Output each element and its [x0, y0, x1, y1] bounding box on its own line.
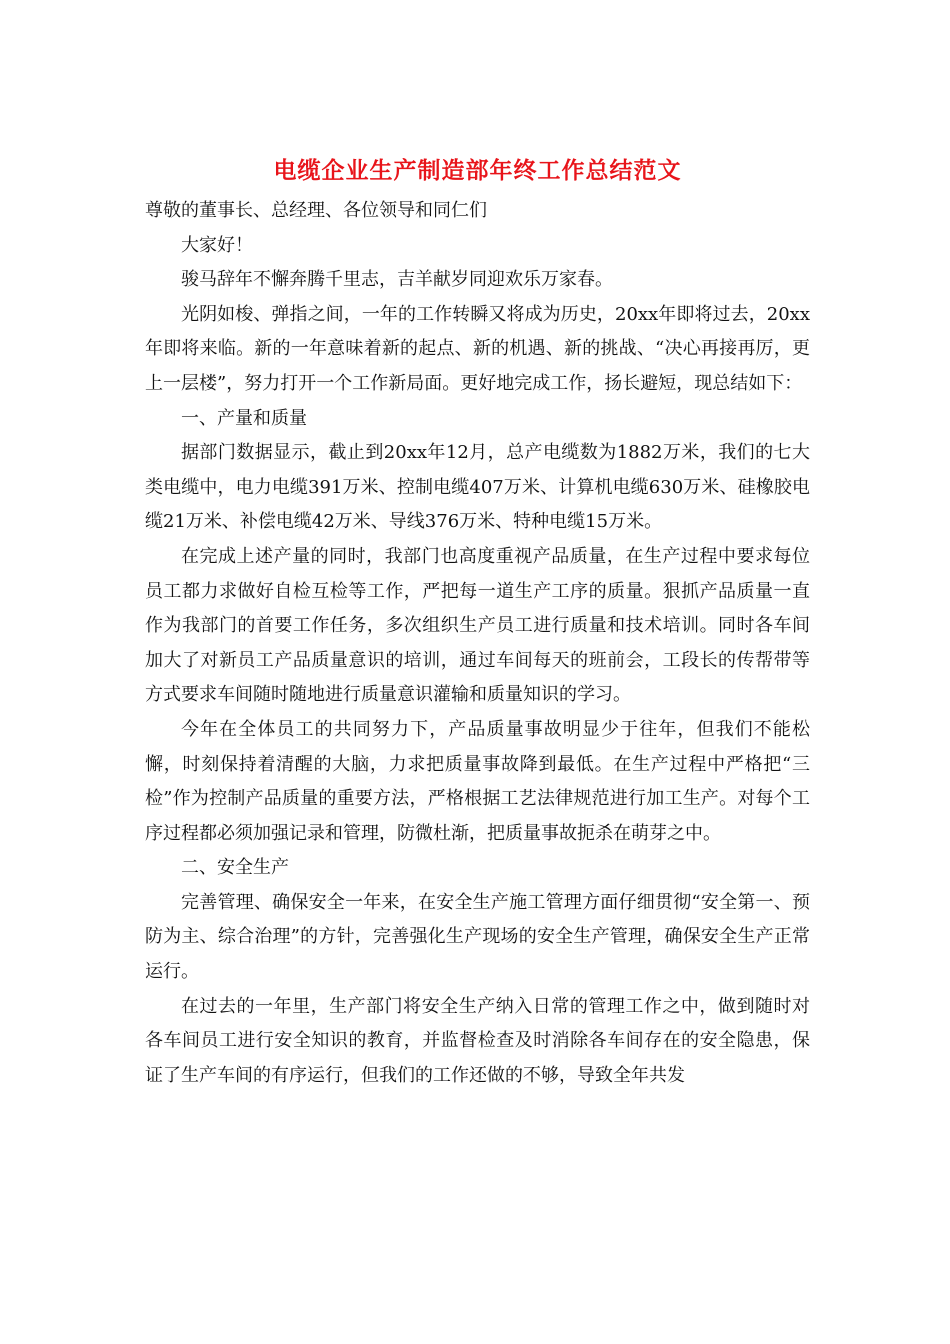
paragraph-intro: 光阴如梭、弹指之间，一年的工作转瞬又将成为历史，20xx年即将过去，20xx年即将来临。新的一年意味着新的起点、新的机遇、新的挑战、“决心再接再厉，更上一层楼”，努力打开一个工作新局面。更好地完成工作，扬长避短，现总结如下： — [145, 303, 810, 394]
paragraph-output-data: 据部门数据显示，截止到20xx年12月，总产电缆数为1882万米，我们的七大类电缆中，电力电缆391万米、控制电缆407万米、计算机电缆630万米、硅橡胶电缆21万米、补偿电缆42万米、导线376万米、特种电缆15万米。 — [145, 442, 810, 533]
paragraph-quality-training: 在完成上述产量的同时，我部门也高度重视产品质量，在生产过程中要求每位员工都力求做好自检互检等工作，严把每一道生产工序的质量。狠抓产品质量一直作为我部门的首要工作任务，多次组织生产员工进行质量和技术培训。同时各车间加大了对新员工产品质量意识的培训，通过车间每天的班前会，工段长的传帮带等方式要求车间随时随地进行质量意识灌输和质量知识的学习。 — [145, 545, 810, 706]
paragraph-safety-review: 在过去的一年里，生产部门将安全生产纳入日常的管理工作之中，做到随时对各车间员工进行安全知识的教育，并监督检查及时消除各车间存在的安全隐患，保证了生产车间的有序运行，但我们的工作还做的不够，导致全年共发 — [145, 995, 810, 1086]
section-heading-output-quality: 一、产量和质量 — [181, 407, 307, 429]
section-heading-safety: 二、安全生产 — [181, 857, 289, 879]
paragraph-greeting: 大家好！ — [181, 234, 253, 256]
paragraph-safety-management: 完善管理、确保安全一年来，在安全生产施工管理方面仔细贯彻“安全第一、预防为主、综合治理”的方针，完善强化生产现场的安全生产管理，确保安全生产正常运行。 — [145, 891, 810, 983]
document-title: 电缆企业生产制造部年终工作总结范文 — [273, 157, 682, 184]
paragraph-couplet: 骏马辞年不懈奔腾千里志，吉羊献岁同迎欢乐万家春。 — [181, 269, 613, 291]
salutation: 尊敬的董事长、总经理、各位领导和同仁们 — [145, 200, 487, 221]
paragraph-quality-control: 今年在全体员工的共同努力下，产品质量事故明显少于往年，但我们不能松懈，时刻保持着清醒的大脑，力求把质量事故降到最低。在生产过程中严格把“三检”作为控制产品质量的重要方法，严格根据工艺法律规范进行加工生产。对每个工序过程都必须加强记录和管理，防微杜渐，把质量事故扼杀在萌芽之中。 — [145, 718, 810, 844]
